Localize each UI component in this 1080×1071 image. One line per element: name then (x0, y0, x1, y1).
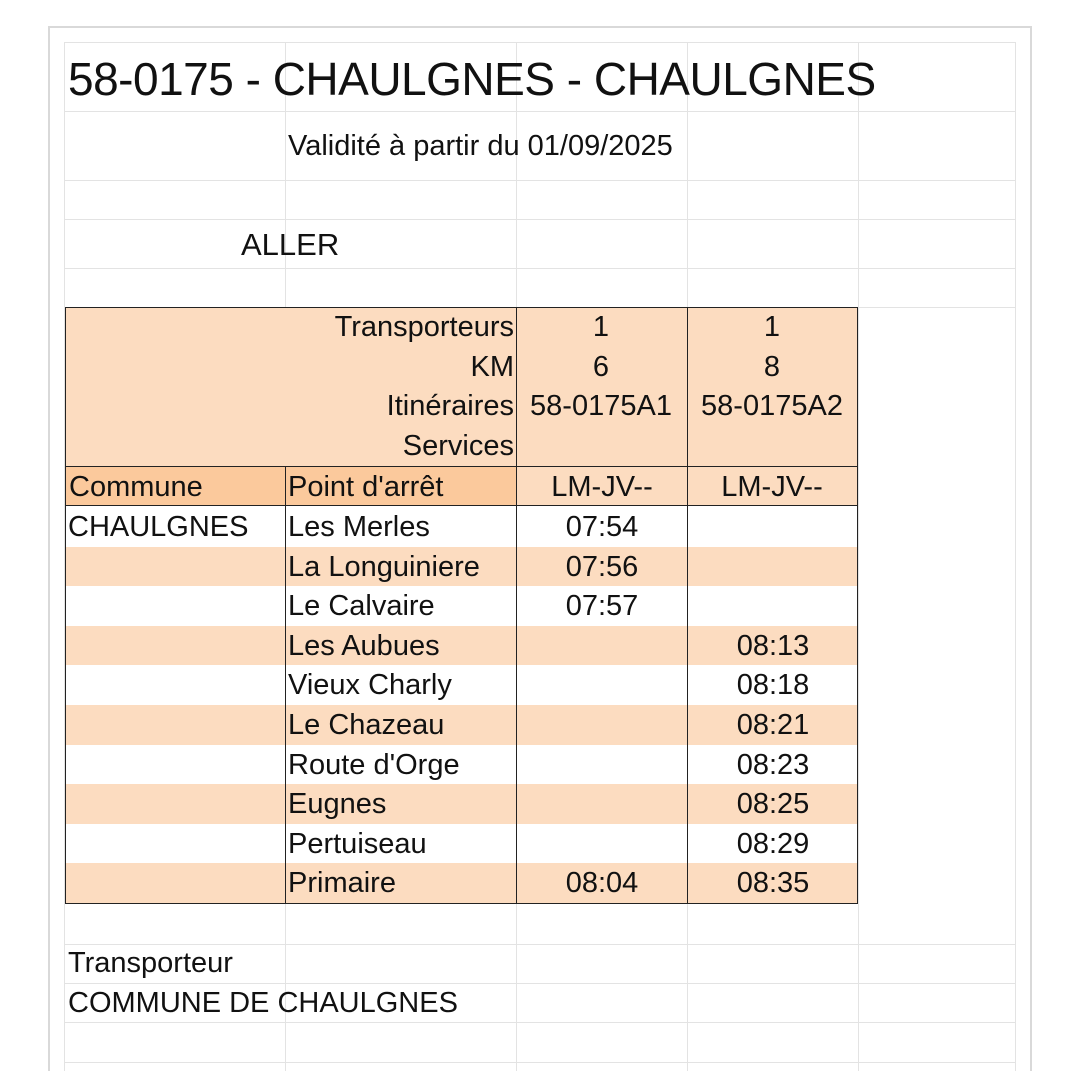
column-divider (687, 307, 688, 505)
stop-name-cell: Le Calvaire (288, 590, 435, 623)
column-header-stop: Point d'arrêt (286, 466, 517, 506)
column-header-commune: Commune (65, 466, 286, 506)
stop-name-cell: Les Aubues (288, 629, 440, 662)
commune-cell: CHAULGNES (68, 511, 249, 543)
column-header-service-1: LM-JV-- (517, 466, 687, 506)
page-title: 58-0175 - CHAULGNES - CHAULGNES (68, 53, 876, 105)
time-cell-itineraire-2: 08:29 (736, 827, 810, 860)
column-divider (285, 466, 286, 506)
header-value-km-1: 6 (592, 351, 610, 383)
grid-line (64, 111, 1016, 112)
time-cell-itineraire-1: 08:04 (565, 867, 639, 900)
carrier-label: Transporteur (68, 947, 233, 979)
header-label-km: KM (470, 351, 514, 383)
grid-line (64, 1022, 1016, 1023)
stop-name-cell: Primaire (288, 867, 396, 900)
grid-line (64, 180, 1016, 181)
grid-line (64, 42, 1016, 43)
grid-line (1015, 42, 1016, 1071)
column-divider (516, 506, 517, 904)
stop-name-cell: Pertuiseau (288, 827, 427, 860)
time-cell-itineraire-1: 07:57 (565, 590, 639, 623)
header-value-itineraire-2: 58-0175A2 (701, 390, 843, 422)
time-cell-itineraire-1: 07:54 (565, 511, 639, 543)
stops-table-border (65, 506, 858, 904)
time-cell-itineraire-2: 08:21 (736, 709, 810, 741)
column-divider (285, 506, 286, 904)
grid-line (64, 983, 1016, 984)
column-divider (687, 506, 688, 904)
grid-line (64, 268, 1016, 269)
time-cell-itineraire-2: 08:18 (736, 669, 810, 702)
direction-label: ALLER (241, 227, 340, 262)
grid-line (858, 42, 859, 1071)
validity-date: Validité à partir du 01/09/2025 (288, 130, 673, 162)
header-value-itineraire-1: 58-0175A1 (530, 390, 672, 422)
carrier-name: COMMUNE DE CHAULGNES (68, 987, 458, 1019)
time-cell-itineraire-1: 07:56 (565, 550, 639, 583)
stop-name-cell: Le Chazeau (288, 709, 445, 741)
stop-name-cell: Les Merles (288, 511, 430, 543)
header-value-km-2: 8 (763, 351, 781, 383)
time-cell-itineraire-2: 08:35 (736, 867, 810, 900)
time-cell-itineraire-2: 08:23 (736, 748, 810, 781)
header-value-transporteurs-1: 1 (592, 311, 610, 343)
stop-name-cell: La Longuiniere (288, 550, 480, 583)
grid-line (64, 944, 1016, 945)
stop-name-cell: Route d'Orge (288, 748, 460, 781)
grid-line (64, 219, 1016, 220)
header-label-transporteurs: Transporteurs (334, 311, 514, 343)
grid-line (64, 1062, 1016, 1063)
stop-name-cell: Vieux Charly (288, 669, 452, 702)
stop-name-cell: Eugnes (288, 788, 387, 821)
time-cell-itineraire-2: 08:25 (736, 788, 810, 821)
column-divider (516, 307, 517, 505)
column-header-service-2: LM-JV-- (687, 466, 858, 506)
header-label-itineraires: Itinéraires (386, 390, 514, 422)
header-value-transporteurs-2: 1 (763, 311, 781, 343)
time-cell-itineraire-2: 08:13 (736, 629, 810, 662)
header-label-services: Services (402, 430, 514, 462)
